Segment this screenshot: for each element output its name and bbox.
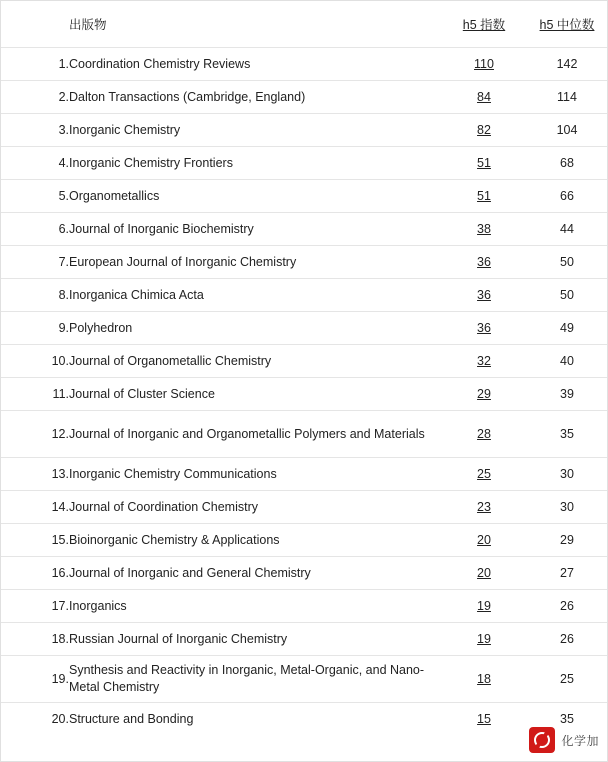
row-publication[interactable] <box>69 524 441 557</box>
row-h5-median: 50 <box>527 246 607 279</box>
row-h5-index[interactable] <box>441 703 527 736</box>
h5-index-value-link[interactable]: 84 <box>477 90 491 104</box>
publication-link[interactable]: European Journal of Inorganic Chemistry <box>69 254 297 269</box>
row-rank: 4. <box>1 147 69 180</box>
h5-index-value-link[interactable]: 29 <box>477 387 491 401</box>
table-header <box>1 1 607 48</box>
row-h5-median: 142 <box>527 48 607 81</box>
row-h5-index[interactable] <box>441 180 527 213</box>
row-rank: 16. <box>1 557 69 590</box>
row-publication[interactable] <box>69 312 441 345</box>
publication-link[interactable]: Journal of Organometallic Chemistry <box>69 353 272 368</box>
table-row <box>1 147 607 180</box>
row-h5-index[interactable] <box>441 246 527 279</box>
row-h5-index[interactable] <box>441 312 527 345</box>
publication-link[interactable]: Organometallics <box>69 188 160 203</box>
row-rank: 6. <box>1 213 69 246</box>
table-row <box>1 623 607 656</box>
row-rank: 20. <box>51 712 69 726</box>
row-publication[interactable] <box>69 81 441 114</box>
publication-link[interactable]: Synthesis and Reactivity in Inorganic, Metal-Organic, and Nano-Metal Chemistry <box>69 663 425 694</box>
row-publication[interactable] <box>69 557 441 590</box>
row-publication[interactable] <box>69 345 441 378</box>
table-body <box>1 48 607 736</box>
row-h5-median: 26 <box>527 590 607 623</box>
row-h5-median: 40 <box>527 345 607 378</box>
publication-link[interactable]: Journal of Coordination Chemistry <box>69 499 258 514</box>
row-h5-median: 68 <box>527 147 607 180</box>
h5-index-value-link[interactable]: 36 <box>477 321 491 335</box>
row-rank: 11. <box>1 378 69 411</box>
h5-index-value-link[interactable]: 36 <box>477 288 491 302</box>
row-rank: 13. <box>1 458 69 491</box>
publication-link[interactable]: Bioinorganic Chemistry & Applications <box>69 532 280 547</box>
h5-index-value-link[interactable]: 15 <box>477 712 491 726</box>
row-h5-median: 104 <box>527 114 607 147</box>
table-row <box>1 458 607 491</box>
column-header-h5-median[interactable] <box>527 1 607 48</box>
publication-link[interactable]: Structure and Bonding <box>69 711 194 726</box>
h5-index-value-link[interactable]: 110 <box>474 57 494 71</box>
publication-link[interactable]: Journal of Cluster Science <box>69 386 215 401</box>
row-publication[interactable] <box>69 623 441 656</box>
row-h5-index[interactable] <box>441 491 527 524</box>
row-h5-index[interactable] <box>441 48 527 81</box>
row-publication[interactable] <box>69 114 441 147</box>
h5-index-value-link[interactable]: 19 <box>477 599 491 613</box>
h5-index-value-link[interactable]: 25 <box>477 467 491 481</box>
publication-link[interactable]: Inorganic Chemistry Frontiers <box>69 155 233 170</box>
row-h5-median: 25 <box>527 656 607 703</box>
row-rank: 8. <box>1 279 69 312</box>
table-row <box>1 180 607 213</box>
h5-index-value-link[interactable]: 18 <box>477 672 491 686</box>
row-h5-median: 30 <box>527 458 607 491</box>
publication-link[interactable]: Journal of Inorganic and General Chemistry <box>69 565 311 580</box>
watermark-label: 化学加 <box>561 733 599 748</box>
row-publication[interactable] <box>69 491 441 524</box>
table-row <box>1 312 607 345</box>
table-row <box>1 114 607 147</box>
column-header-rank <box>1 1 69 48</box>
row-h5-median: 26 <box>527 623 607 656</box>
row-publication[interactable] <box>69 180 441 213</box>
publication-link[interactable]: Journal of Inorganic and Organometallic Polymers and Materials <box>69 426 425 441</box>
row-h5-median: 114 <box>527 81 607 114</box>
row-rank: 15. <box>1 524 69 557</box>
row-h5-index[interactable] <box>441 656 527 703</box>
row-rank: 7. <box>1 246 69 279</box>
h5-index-value-link[interactable]: 19 <box>477 632 491 646</box>
row-h5-index[interactable] <box>441 623 527 656</box>
row-publication[interactable] <box>69 656 441 703</box>
table-row <box>1 703 607 736</box>
row-rank: 3. <box>1 114 69 147</box>
table-row <box>1 411 607 458</box>
h5-index-value-link[interactable]: 28 <box>477 427 491 441</box>
h5-median-sort-link[interactable]: h5 中位数 <box>539 18 595 32</box>
row-publication[interactable] <box>69 458 441 491</box>
row-publication[interactable] <box>69 703 441 736</box>
row-publication[interactable] <box>69 590 441 623</box>
table-row <box>1 345 607 378</box>
row-h5-median: 35 <box>560 712 574 726</box>
row-h5-index[interactable] <box>441 378 527 411</box>
table-row <box>1 279 607 312</box>
row-publication[interactable] <box>69 378 441 411</box>
row-rank: 10. <box>1 345 69 378</box>
row-h5-median: 35 <box>527 411 607 458</box>
row-h5-index[interactable] <box>441 81 527 114</box>
publication-link[interactable]: Inorganics <box>69 598 127 613</box>
h5-index-value-link[interactable]: 23 <box>477 500 491 514</box>
publication-link[interactable]: Coordination Chemistry Reviews <box>69 56 251 71</box>
publication-link[interactable]: Inorganica Chimica Acta <box>69 287 204 302</box>
h5-index-value-link[interactable]: 51 <box>477 156 491 170</box>
row-h5-index[interactable] <box>441 345 527 378</box>
h5-index-value-link[interactable]: 36 <box>477 255 491 269</box>
h5-index-value-link[interactable]: 51 <box>477 189 491 203</box>
h5-index-value-link[interactable]: 20 <box>477 533 491 547</box>
table-row <box>1 246 607 279</box>
row-h5-index[interactable] <box>441 279 527 312</box>
column-header-publication: 出版物 <box>69 1 441 48</box>
table-row <box>1 590 607 623</box>
row-rank: 17. <box>1 590 69 623</box>
table-header-row <box>1 1 607 48</box>
row-h5-median: 44 <box>527 213 607 246</box>
row-h5-median: 50 <box>527 279 607 312</box>
column-header-h5-index[interactable] <box>441 1 527 48</box>
row-rank: 14. <box>1 491 69 524</box>
row-h5-median: 29 <box>527 524 607 557</box>
row-publication[interactable] <box>69 279 441 312</box>
h5-index-value-link[interactable]: 82 <box>477 123 491 137</box>
publication-link[interactable]: Journal of Inorganic Biochemistry <box>69 221 254 236</box>
row-rank: 12. <box>1 411 69 458</box>
row-h5-median: 66 <box>527 180 607 213</box>
h5-index-value-link[interactable]: 38 <box>477 222 491 236</box>
row-rank: 1. <box>1 48 69 81</box>
row-rank: 9. <box>1 312 69 345</box>
table-row <box>1 81 607 114</box>
table-row <box>1 48 607 81</box>
table-row <box>1 213 607 246</box>
row-h5-index[interactable] <box>441 557 527 590</box>
row-publication[interactable] <box>69 147 441 180</box>
publication-link[interactable]: Russian Journal of Inorganic Chemistry <box>69 631 288 646</box>
row-h5-median: 39 <box>527 378 607 411</box>
table-row <box>1 491 607 524</box>
row-h5-median: 27 <box>527 557 607 590</box>
row-h5-median: 30 <box>527 491 607 524</box>
row-h5-index[interactable] <box>441 411 527 458</box>
h5-index-value-link[interactable]: 20 <box>477 566 491 580</box>
table-row <box>1 378 607 411</box>
table-row <box>1 524 607 557</box>
h5-index-sort-link[interactable]: h5 指数 <box>462 18 506 32</box>
row-publication[interactable] <box>69 246 441 279</box>
row-h5-index[interactable] <box>441 147 527 180</box>
row-h5-index[interactable] <box>441 524 527 557</box>
h5-index-value-link[interactable]: 32 <box>477 354 491 368</box>
row-publication[interactable] <box>69 48 441 81</box>
row-h5-index[interactable] <box>441 590 527 623</box>
table-row <box>1 557 607 590</box>
row-rank: 5. <box>1 180 69 213</box>
row-rank: 19. <box>1 656 69 703</box>
table-row <box>1 656 607 703</box>
row-h5-index[interactable] <box>441 458 527 491</box>
row-publication[interactable] <box>69 411 441 458</box>
row-publication[interactable] <box>69 213 441 246</box>
row-h5-median: 49 <box>527 312 607 345</box>
publication-rankings-table <box>1 1 607 735</box>
publication-link[interactable]: Dalton Transactions (Cambridge, England) <box>69 89 306 104</box>
row-h5-index[interactable] <box>441 114 527 147</box>
row-rank: 2. <box>1 81 69 114</box>
publication-link[interactable]: Inorganic Chemistry <box>69 122 181 137</box>
row-rank: 18. <box>1 623 69 656</box>
publication-link[interactable]: Polyhedron <box>69 320 133 335</box>
row-h5-index[interactable] <box>441 213 527 246</box>
publication-link[interactable]: Inorganic Chemistry Communications <box>69 466 277 481</box>
